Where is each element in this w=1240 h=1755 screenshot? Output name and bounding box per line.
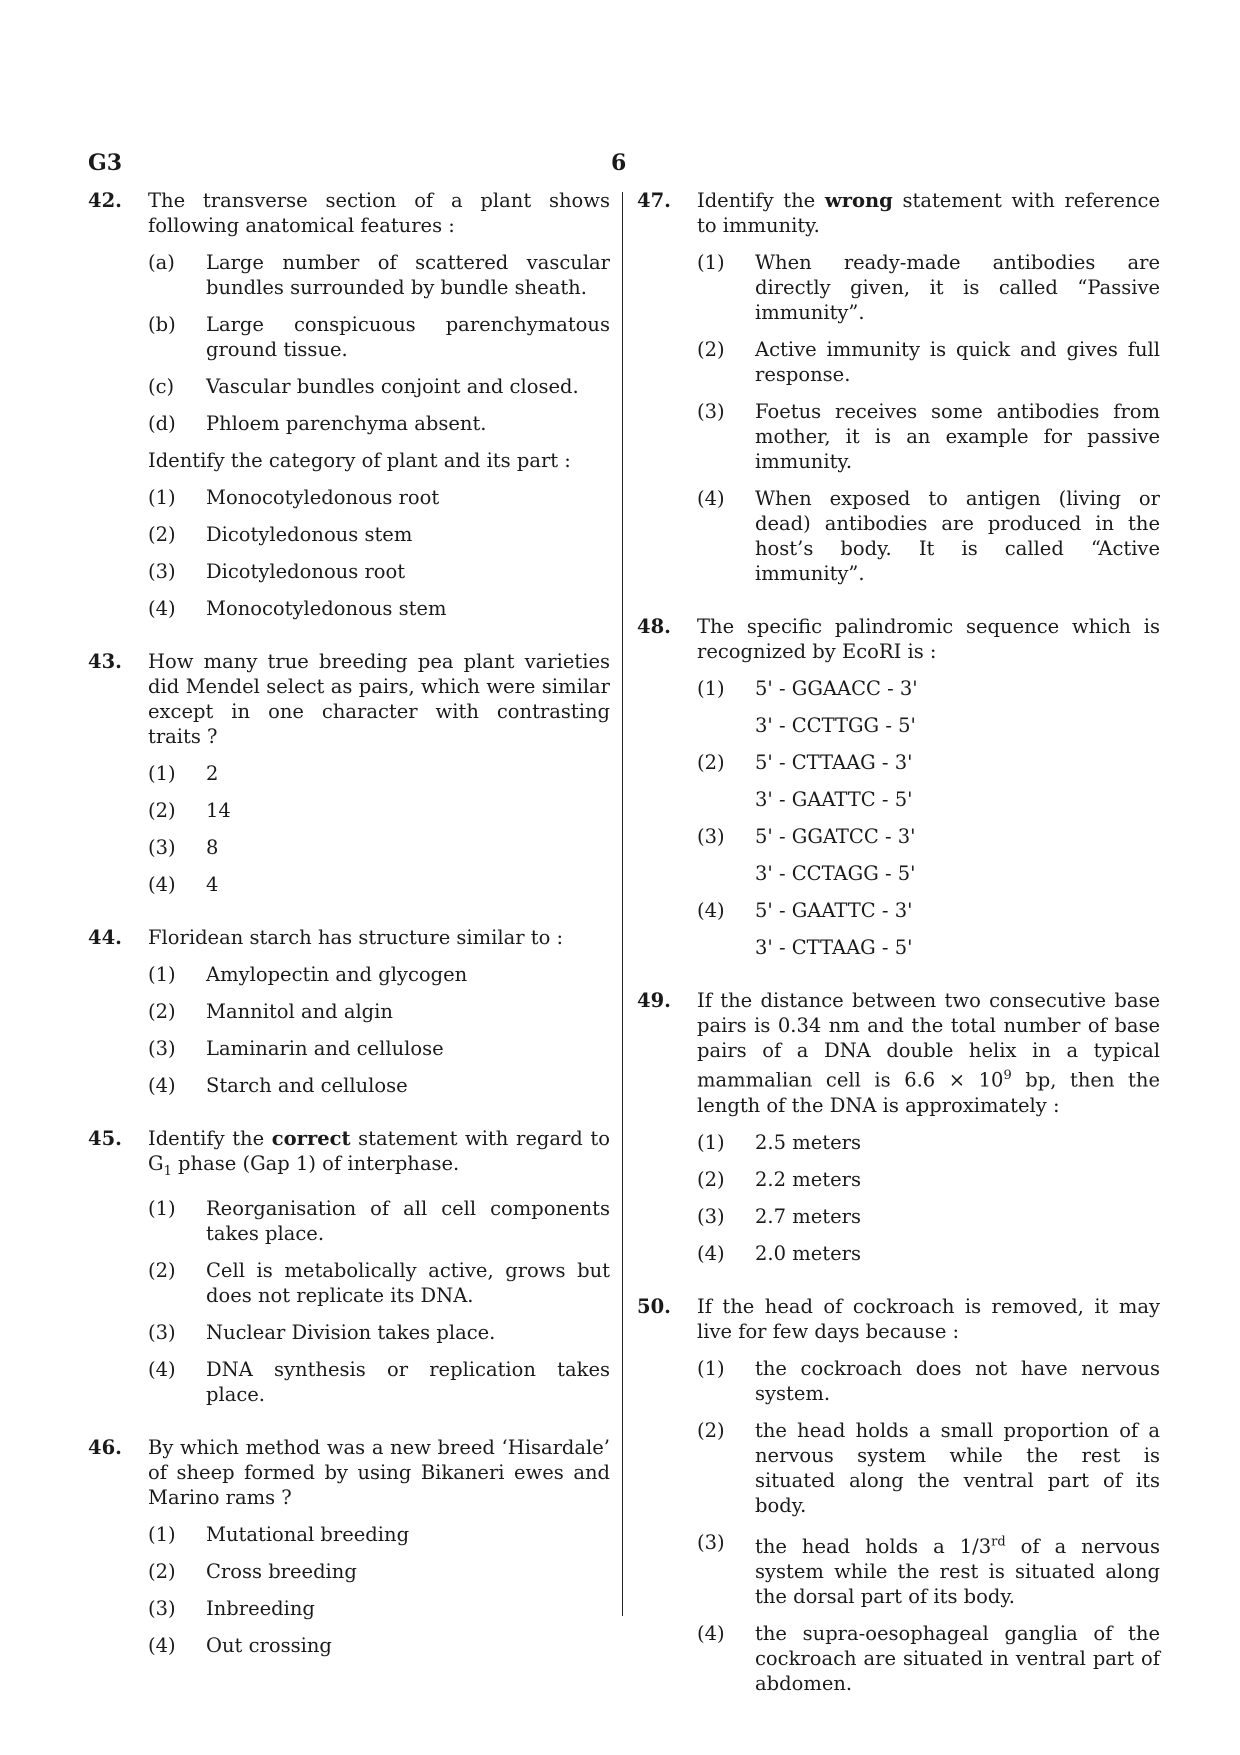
sequence-bottom-strand: 3' - CCTTGG - 5'	[755, 714, 916, 737]
answer-option	[148, 835, 610, 860]
answer-option	[697, 250, 1160, 325]
answer-option	[697, 1167, 1160, 1192]
option-text: Dicotyledonous stem	[206, 523, 413, 546]
option-label: (3)	[148, 1037, 176, 1060]
answer-option	[697, 1418, 1160, 1518]
answer-option	[148, 559, 610, 584]
answer-option	[697, 1530, 1160, 1610]
question-number: 42.	[88, 189, 122, 212]
sequence-bottom-strand: 3' - GAATTC - 5'	[755, 788, 913, 811]
question-stem: Identify the wrong statement with reference to immunity.	[697, 189, 1160, 237]
question-48	[637, 614, 1160, 960]
feature-item	[148, 374, 610, 399]
option-label: (2)	[697, 1418, 725, 1442]
question-45	[88, 1126, 610, 1407]
answer-option	[697, 1241, 1160, 1266]
feature-text: Vascular bundles conjoint and closed.	[206, 375, 579, 398]
question-instruction: Identify the category of plant and its part :	[148, 449, 571, 472]
answer-option	[148, 1596, 610, 1621]
option-label: (2)	[148, 799, 176, 822]
option-label: (1)	[148, 1522, 176, 1546]
option-text: Starch and cellulose	[206, 1074, 408, 1097]
sequence-top-strand: 5' - GGATCC - 3'	[755, 825, 916, 848]
option-label: (2)	[148, 1258, 176, 1282]
option-label: (1)	[148, 762, 176, 785]
option-text: DNA synthesis or replication takes place.	[206, 1357, 610, 1406]
feature-item	[148, 250, 610, 300]
feature-item	[148, 411, 610, 436]
option-label: (4)	[148, 1357, 176, 1381]
answer-option	[148, 962, 610, 987]
option-label: (1)	[697, 251, 725, 274]
option-label: (3)	[697, 400, 725, 423]
feature-label: (a)	[148, 251, 175, 274]
feature-label: (c)	[148, 375, 175, 398]
option-text: Reorganisation of all cell components takes place.	[206, 1196, 610, 1245]
question-stem: The transverse section of a plant shows following anatomical features :	[148, 189, 610, 237]
option-text: 2.7 meters	[755, 1204, 861, 1228]
question-49	[637, 988, 1160, 1266]
question-42	[88, 188, 610, 621]
option-label: (3)	[697, 825, 725, 848]
answer-option	[148, 522, 610, 547]
question-44	[88, 925, 610, 1098]
answer-option	[148, 1258, 610, 1308]
question-43	[88, 649, 610, 897]
option-text: Dicotyledonous root	[206, 560, 406, 583]
question-number: 45.	[88, 1127, 122, 1150]
question-number: 46.	[88, 1435, 122, 1459]
option-text: the supra-oesophageal ganglia of the cockroach are situated in ventral part of abdomen.	[755, 1622, 1160, 1695]
option-text: 2	[206, 762, 219, 785]
option-label: (3)	[148, 836, 176, 859]
question-stem: Floridean starch has structure similar to :	[148, 926, 564, 949]
question-number: 43.	[88, 650, 122, 673]
answer-option	[697, 1356, 1160, 1406]
option-label: (1)	[148, 963, 176, 986]
option-label: (1)	[697, 677, 725, 700]
option-label: (2)	[148, 1559, 176, 1583]
option-text: Active immunity is quick and gives full response.	[755, 338, 1160, 386]
option-text: 2.5 meters	[755, 1130, 861, 1154]
option-label: (1)	[697, 1130, 725, 1154]
question-number: 44.	[88, 926, 122, 949]
feature-text: Large conspicuous parenchymatous ground tissue.	[206, 313, 610, 361]
page-header	[88, 150, 1163, 182]
answer-option	[697, 824, 1160, 886]
option-text: 2.2 meters	[755, 1167, 861, 1191]
answer-option	[148, 1196, 610, 1246]
option-text: When ready-made antibodies are directly given, it is called “Passive immunity”.	[755, 251, 1160, 324]
option-text: 8	[206, 836, 219, 859]
answer-option	[697, 750, 1160, 812]
answer-option	[148, 1320, 610, 1345]
question-stem: Identify the correct statement with regard to $G_1$ phase (Gap 1) of interphase.	[148, 1127, 610, 1179]
answer-option	[697, 1130, 1160, 1155]
answer-option	[697, 1621, 1160, 1696]
option-text: Mannitol and algin	[206, 1000, 393, 1023]
option-label: (3)	[697, 1204, 725, 1228]
option-label: (2)	[148, 1000, 176, 1023]
option-text: the cockroach does not have nervous system.	[755, 1356, 1160, 1405]
answer-option	[148, 798, 610, 823]
question-stem: By which method was a new breed ‘Hisardale’ of sheep formed by using Bikaneri ewes and Marino rams ?	[148, 1435, 610, 1509]
answer-option	[697, 486, 1160, 586]
option-label: (2)	[697, 1167, 725, 1191]
answer-option	[148, 999, 610, 1024]
question-stem: How many true breeding pea plant varieties did Mendel select as pairs, which were similar except in one character with contrasting traits ?	[148, 650, 610, 748]
answer-option	[148, 1073, 610, 1098]
column-divider	[622, 192, 623, 1616]
answer-option	[148, 1036, 610, 1061]
paper-code: G3	[88, 150, 123, 176]
option-label: (4)	[148, 873, 176, 896]
answer-option	[697, 676, 1160, 738]
option-label: (4)	[148, 1633, 176, 1657]
sequence-bottom-strand: 3' - CCTAGG - 5'	[755, 862, 916, 885]
option-text: Foetus receives some antibodies from mother, it is an example for passive immunity.	[755, 400, 1160, 473]
answer-option	[697, 399, 1160, 474]
option-text: 4	[206, 873, 219, 896]
answer-option	[697, 1204, 1160, 1229]
option-label: (3)	[148, 1320, 176, 1344]
option-text: 14	[206, 799, 231, 822]
answer-option	[148, 1522, 610, 1547]
answer-option	[148, 596, 610, 621]
right-column	[637, 188, 1160, 1724]
sequence-top-strand: 5' - GGAACC - 3'	[755, 677, 918, 700]
question-stem: If the distance between two consecutive base pairs is 0.34 nm and the total number of base pairs of a DNA double helix in a typical mammalian cell is $6.6 \times 10^9$ bp, then the length of the DNA is approximately :	[697, 989, 1160, 1117]
answer-option	[148, 761, 610, 786]
question-50	[637, 1294, 1160, 1697]
feature-label: (b)	[148, 313, 176, 336]
sequence-top-strand: 5' - CTTAAG - 3'	[755, 751, 913, 774]
answer-option	[148, 1357, 610, 1407]
question-number: 50.	[637, 1294, 671, 1318]
emphasis-correct: correct	[271, 1127, 351, 1150]
answer-option	[148, 1559, 610, 1584]
answer-option	[148, 485, 610, 510]
answer-option	[697, 898, 1160, 960]
emphasis-wrong: wrong	[824, 189, 893, 212]
feature-text: Phloem parenchyma absent.	[206, 412, 487, 435]
option-label: (4)	[697, 1622, 725, 1645]
option-label: (4)	[148, 1074, 176, 1097]
question-46	[88, 1435, 610, 1658]
question-47	[637, 188, 1160, 586]
option-text: Out crossing	[206, 1633, 332, 1657]
option-label: (1)	[148, 1196, 176, 1220]
question-number: 48.	[637, 615, 671, 638]
option-text: 2.0 meters	[755, 1241, 861, 1265]
option-text: Cell is metabolically active, grows but does not replicate its DNA.	[206, 1258, 610, 1307]
option-text: When exposed to antigen (living or dead) antibodies are produced in the host’s body. It is called “Active immunity”.	[755, 487, 1160, 585]
option-label: (4)	[697, 1241, 725, 1265]
left-column	[88, 188, 610, 1686]
feature-label: (d)	[148, 412, 176, 435]
page-number: 6	[611, 150, 627, 176]
option-text: Inbreeding	[206, 1596, 315, 1620]
option-text: Amylopectin and glycogen	[206, 963, 468, 986]
option-text: Mutational breeding	[206, 1522, 410, 1546]
answer-option	[148, 872, 610, 897]
option-label: (4)	[697, 899, 725, 922]
option-label: (2)	[697, 338, 725, 361]
option-text: the head holds a small proportion of a nervous system while the rest is situated along the ventral part of its body.	[755, 1418, 1160, 1517]
option-label: (4)	[148, 597, 176, 620]
option-text: Monocotyledonous root	[206, 486, 440, 509]
feature-text: Large number of scattered vascular bundles surrounded by bundle sheath.	[206, 251, 610, 299]
option-text: Nuclear Division takes place.	[206, 1320, 496, 1344]
option-label: (3)	[148, 560, 176, 583]
question-stem: If the head of cockroach is removed, it may live for few days because :	[697, 1294, 1160, 1343]
option-label: (1)	[148, 486, 176, 509]
option-label: (1)	[697, 1356, 725, 1380]
answer-option	[148, 1633, 610, 1658]
option-text: Monocotyledonous stem	[206, 597, 447, 620]
question-number: 47.	[637, 189, 671, 212]
option-label: (4)	[697, 487, 725, 510]
question-stem: The specific palindromic sequence which is recognized by EcoRI is :	[697, 615, 1160, 663]
option-text: Cross breeding	[206, 1559, 357, 1583]
option-text: Laminarin and cellulose	[206, 1037, 444, 1060]
option-label: (2)	[148, 523, 176, 546]
feature-item	[148, 312, 610, 362]
option-text: the head holds a 1/3rd of a nervous system while the rest is situated along the dorsal part of its body.	[755, 1534, 1160, 1608]
sequence-bottom-strand: 3' - CTTAAG - 5'	[755, 936, 913, 959]
answer-option	[697, 337, 1160, 387]
sequence-top-strand: 5' - GAATTC - 3'	[755, 899, 913, 922]
option-label: (3)	[148, 1596, 176, 1620]
option-label: (3)	[697, 1530, 725, 1554]
option-label: (2)	[697, 751, 725, 774]
question-number: 49.	[637, 989, 671, 1012]
